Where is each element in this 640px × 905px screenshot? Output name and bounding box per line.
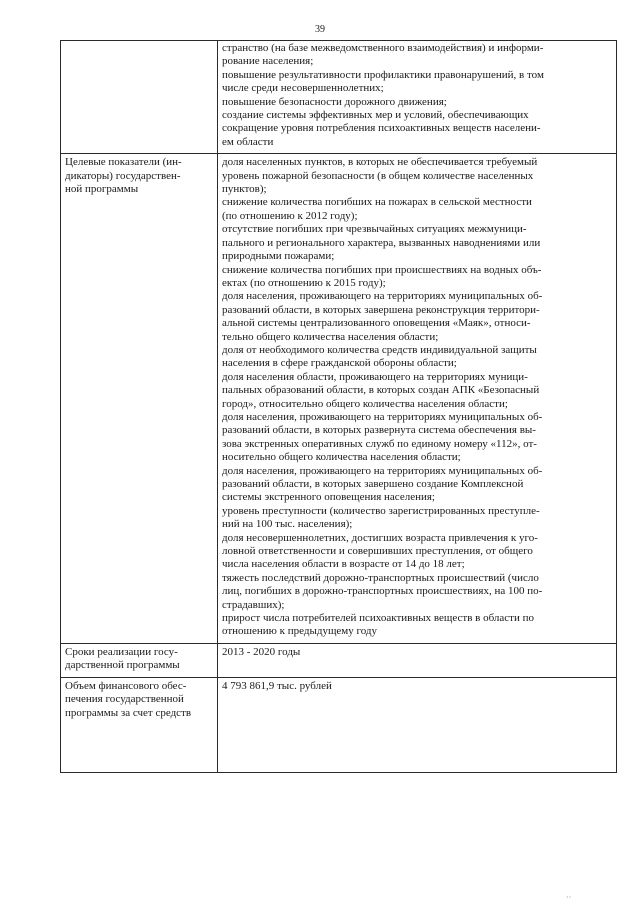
indicators-label-cell [61,154,218,644]
goals-line: числе среди несовершеннолетних; [222,82,384,95]
goals-line: рование населения; [222,55,314,68]
indicator-line: разований области, в которых завершено создание Комплексной [222,478,524,490]
terms-label-line: дарственной программы [65,659,180,672]
finance-label-line: печения государственной [65,693,184,706]
indicator-line: город», относительно общего количества населения области; [222,397,508,410]
finance-label-line: Объем финансового обес- [65,679,187,692]
program-passport-table [60,40,617,773]
indicator-line: доля населенных пунктов, в которых не обеспечивается требуемый [222,156,538,169]
indicator-line: пального и регионального характера, вызванных наводнениями или [222,236,541,249]
indicator-line: отношению к предыдущему году [222,625,378,638]
indicator-line: зова экстренных оперативных служб по единому номеру «112», от- [222,437,537,450]
indicators-label-line: ной программы [65,183,139,196]
indicator-line: ловной ответственности и совершивших преступления, от общего [222,545,533,558]
indicator-line: ний на 100 тыс. населения); [222,518,353,531]
goals-line: странство (на базе межведомственного взаимодействия) и информи- [222,42,544,54]
goals-line: повышение безопасности дорожного движения; [222,95,447,108]
indicator-line: прирост числа потребителей психоактивных веществ в области по [222,612,535,625]
terms-value-cell: 2013 - 2020 годы [218,643,617,677]
indicator-line: доля населения, проживающего на территориях муниципальных об- [222,290,543,303]
page-number: 39 [315,24,325,35]
indicator-line: пальных образований области, в которых создан АПК «Безопасный [222,384,540,397]
finance-label-cell [61,677,218,772]
finance-value-cell: 4 793 861,9 тыс. рублей [218,677,617,772]
indicator-line: страдавших); [222,598,285,611]
goals-label-cell [61,41,218,154]
table-row-terms [61,643,617,677]
indicator-line: лиц, погибших в дорожно-транспортных происшествиях, на 100 по- [222,585,543,598]
terms-label-line: Сроки реализации госу- [65,645,178,658]
indicator-line: тельно общего количества населения области; [222,330,439,343]
table-row-finance [61,677,617,772]
indicator-line: тяжесть последствий дорожно-транспортных происшествий (число [222,571,539,584]
indicator-line: носительно общего количества населения области; [222,451,461,464]
indicators-label-line: Целевые показатели (ин- [65,156,182,169]
indicator-line: природными пожарами; [222,250,335,263]
indicator-line: доля населения, проживающего на территориях муниципальных об- [222,464,543,477]
finance-label-line: программы за счет средств [65,706,192,719]
indicator-line: снижение количества погибших на пожарах в сельской местности [222,196,532,209]
indicators-value-cell [218,154,617,644]
indicator-line: доля населения, проживающего на территориях муниципальных об- [222,410,543,423]
indicator-line: пунктов); [222,183,267,196]
indicator-line: (по отношению к 2012 году); [222,209,358,222]
indicator-line: доля от необходимого количества средств индивидуальной защиты [222,343,537,356]
indicator-line: уровень пожарной безопасности (в общем количестве населенных [222,169,534,182]
corner-mark: ·· [566,893,572,902]
indicator-line: ектах (по отношению к 2015 году); [222,276,386,289]
terms-label-cell [61,643,218,677]
goals-line: сокращение уровня потребления психоактивных веществ населени- [222,122,541,135]
indicator-line: доля населения области, проживающего на территориях муници- [222,370,528,383]
indicator-line: населения в сфере гражданской обороны области; [222,357,457,370]
goals-line: ем области [222,135,274,148]
indicator-line: доля несовершеннолетних, достигших возраста привлечения к уго- [222,531,538,544]
table-row-goals [61,41,617,154]
goals-value-cell [218,41,617,154]
goals-line: создание системы эффективных мер и условий, обеспечивающих [222,109,529,122]
indicator-line: отсутствие погибших при чрезвычайных ситуациях межмуници- [222,223,527,236]
indicators-label-line: дикаторы) государствен- [65,169,181,182]
indicator-line: уровень преступности (количество зарегистрированных преступле- [222,504,540,517]
indicator-line: системы экстренного оповещения населения; [222,491,435,504]
indicator-line: разований области, в которых завершена реконструкция территори- [222,303,540,316]
table-row-indicators [61,154,617,644]
indicator-line: снижение количества погибших при происшествиях на водных объ- [222,263,542,276]
goals-line: повышение результативности профилактики правонарушений, в том [222,68,544,81]
indicator-line: альной системы централизованного оповещения «Маяк», относи- [222,317,531,330]
indicator-line: разований области, в которых развернута система обеспечения вы- [222,424,536,437]
indicator-line: числа населения области в возрасте от 14 до 18 лет; [222,558,465,571]
